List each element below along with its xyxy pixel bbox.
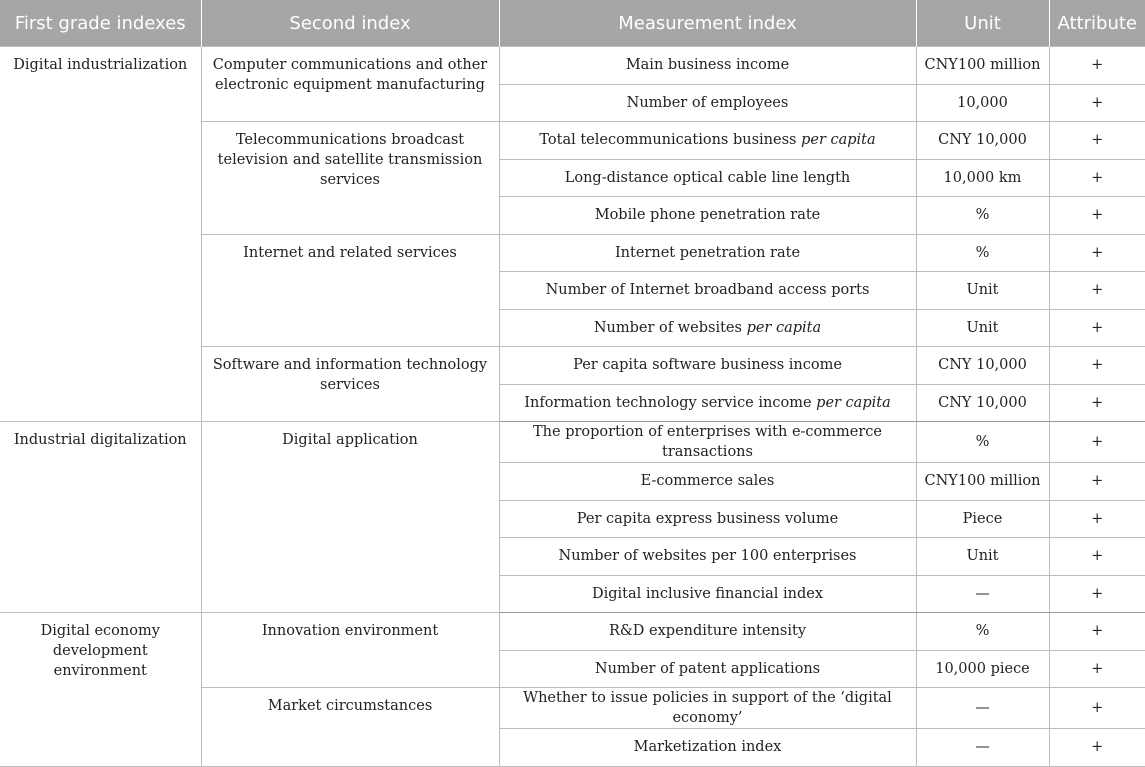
unit-cell: — bbox=[916, 575, 1049, 613]
measurement-cell bbox=[499, 309, 916, 347]
attribute-cell: + bbox=[1049, 538, 1145, 576]
second-index-cell: Computer communications and other electronic equipment manufacturing bbox=[201, 47, 499, 122]
measurement-emphasis: per capita bbox=[816, 394, 891, 411]
second-index-cell: Innovation environment bbox=[201, 613, 499, 688]
header-second-index: Second index bbox=[201, 0, 499, 47]
measurement-cell: Number of employees bbox=[499, 84, 916, 122]
unit-cell: Unit bbox=[916, 309, 1049, 347]
unit-cell: CNY 10,000 bbox=[916, 384, 1049, 422]
attribute-cell: + bbox=[1049, 234, 1145, 272]
unit-cell: % bbox=[916, 234, 1049, 272]
measurement-text: Number of websites bbox=[593, 319, 742, 336]
attribute-cell: + bbox=[1049, 47, 1145, 85]
attribute-cell: + bbox=[1049, 422, 1145, 463]
unit-cell: Piece bbox=[916, 500, 1049, 538]
attribute-cell: + bbox=[1049, 575, 1145, 613]
unit-cell: % bbox=[916, 197, 1049, 235]
measurement-cell: Main business income bbox=[499, 47, 916, 85]
first-grade-cell: Industrial digitalization bbox=[0, 422, 201, 613]
header-row bbox=[0, 0, 1145, 47]
table-row bbox=[0, 47, 1145, 85]
measurement-cell: Number of websites per 100 enterprises bbox=[499, 538, 916, 576]
unit-cell: % bbox=[916, 613, 1049, 651]
unit-cell: 10,000 piece bbox=[916, 650, 1049, 688]
measurement-cell: Marketization index bbox=[499, 729, 916, 767]
second-index-cell: Internet and related services bbox=[201, 234, 499, 347]
measurement-cell: Whether to issue policies in support of the ‘digital economy’ bbox=[499, 688, 916, 729]
measurement-cell: E-commerce sales bbox=[499, 463, 916, 501]
attribute-cell: + bbox=[1049, 309, 1145, 347]
header-unit: Unit bbox=[916, 0, 1049, 47]
second-index-cell: Telecommunications broadcast television and satellite transmission services bbox=[201, 122, 499, 235]
attribute-cell: + bbox=[1049, 613, 1145, 651]
second-index-cell: Digital application bbox=[201, 422, 499, 613]
unit-cell: CNY100 million bbox=[916, 47, 1049, 85]
table-row bbox=[0, 613, 1145, 651]
attribute-cell: + bbox=[1049, 384, 1145, 422]
measurement-cell: Number of patent applications bbox=[499, 650, 916, 688]
second-index-cell: Market circumstances bbox=[201, 688, 499, 767]
attribute-cell: + bbox=[1049, 272, 1145, 310]
unit-cell: — bbox=[916, 729, 1049, 767]
measurement-cell: R&D expenditure intensity bbox=[499, 613, 916, 651]
unit-cell: Unit bbox=[916, 538, 1049, 576]
measurement-emphasis: per capita bbox=[746, 319, 822, 336]
first-grade-cell: Digital economy development environment bbox=[0, 613, 201, 767]
attribute-cell: + bbox=[1049, 84, 1145, 122]
attribute-cell: + bbox=[1049, 197, 1145, 235]
unit-cell: CNY 10,000 bbox=[916, 122, 1049, 160]
measurement-cell: Digital inclusive financial index bbox=[499, 575, 916, 613]
measurement-cell: Per capita software business income bbox=[499, 347, 916, 385]
attribute-cell: + bbox=[1049, 463, 1145, 501]
attribute-cell: + bbox=[1049, 159, 1145, 197]
measurement-cell: Mobile phone penetration rate bbox=[499, 197, 916, 235]
table-row bbox=[0, 422, 1145, 463]
measurement-text: Total telecommunications business bbox=[539, 132, 797, 149]
unit-cell: Unit bbox=[916, 272, 1049, 310]
header-attribute: Attribute bbox=[1049, 0, 1145, 47]
header-measurement-index: Measurement index bbox=[499, 0, 916, 47]
measurement-cell: The proportion of enterprises with e-commerce transactions bbox=[499, 422, 916, 463]
measurement-emphasis: per capita bbox=[801, 132, 876, 149]
second-index-cell: Software and information technology services bbox=[201, 347, 499, 422]
measurement-cell bbox=[499, 122, 916, 160]
measurement-cell bbox=[499, 384, 916, 422]
unit-cell: % bbox=[916, 422, 1049, 463]
attribute-cell: + bbox=[1049, 650, 1145, 688]
measurement-cell: Long-distance optical cable line length bbox=[499, 159, 916, 197]
measurement-text: Information technology service income bbox=[524, 394, 812, 411]
first-grade-cell: Digital industrialization bbox=[0, 47, 201, 422]
measurement-cell: Internet penetration rate bbox=[499, 234, 916, 272]
unit-cell: 10,000 km bbox=[916, 159, 1049, 197]
unit-cell: CNY100 million bbox=[916, 463, 1049, 501]
attribute-cell: + bbox=[1049, 688, 1145, 729]
attribute-cell: + bbox=[1049, 729, 1145, 767]
attribute-cell: + bbox=[1049, 347, 1145, 385]
unit-cell: 10,000 bbox=[916, 84, 1049, 122]
header-first-grade: First grade indexes bbox=[0, 0, 201, 47]
attribute-cell: + bbox=[1049, 122, 1145, 160]
measurement-cell: Per capita express business volume bbox=[499, 500, 916, 538]
unit-cell: CNY 10,000 bbox=[916, 347, 1049, 385]
measurement-cell: Number of Internet broadband access ports bbox=[499, 272, 916, 310]
attribute-cell: + bbox=[1049, 500, 1145, 538]
unit-cell: — bbox=[916, 688, 1049, 729]
